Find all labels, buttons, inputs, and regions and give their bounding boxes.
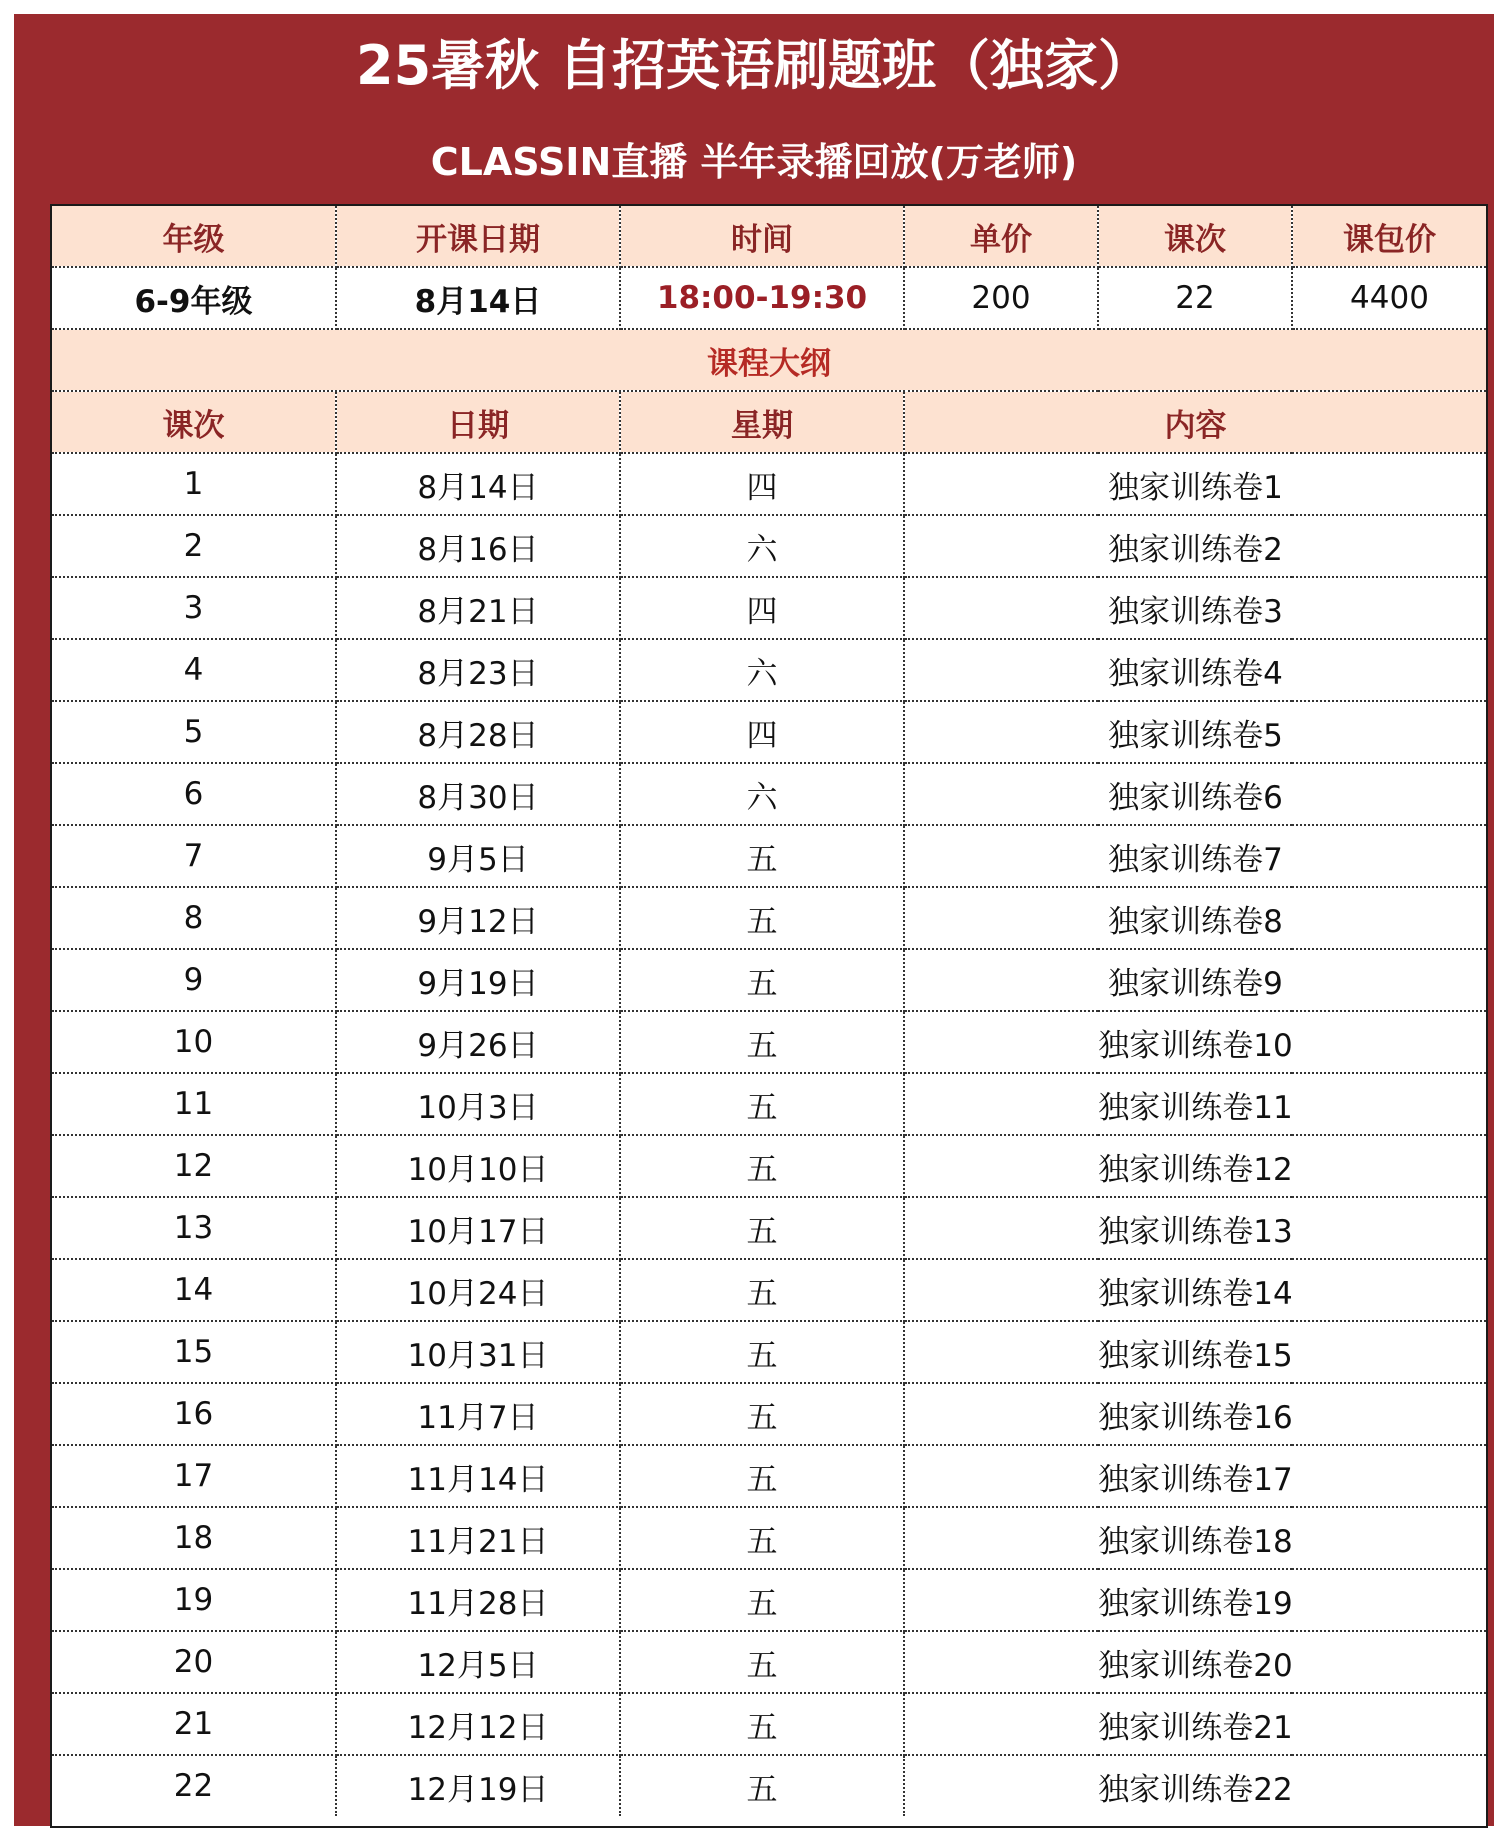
lesson-content: 独家训练卷19 — [904, 1569, 1486, 1631]
lesson-date: 9月26日 — [336, 1011, 620, 1073]
schedule-row — [52, 1507, 1486, 1569]
lesson-content: 独家训练卷5 — [904, 701, 1486, 763]
lesson-weekday: 五 — [620, 1073, 904, 1135]
lesson-number: 21 — [52, 1693, 336, 1755]
lesson-date: 11月21日 — [336, 1507, 620, 1569]
schedule-row — [52, 1693, 1486, 1755]
lesson-number: 1 — [52, 453, 336, 515]
lesson-date: 12月12日 — [336, 1693, 620, 1755]
grade-value: 6-9年级 — [52, 267, 336, 329]
lesson-date: 9月5日 — [336, 825, 620, 887]
lesson-date: 10月10日 — [336, 1135, 620, 1197]
lesson-date: 8月21日 — [336, 577, 620, 639]
lesson-date: 12月5日 — [336, 1631, 620, 1693]
start-date-header: 开课日期 — [336, 206, 620, 267]
lesson-content: 独家训练卷20 — [904, 1631, 1486, 1693]
lesson-weekday: 五 — [620, 1135, 904, 1197]
lesson-weekday: 五 — [620, 1507, 904, 1569]
lesson-weekday: 五 — [620, 1321, 904, 1383]
weekday-header: 星期 — [620, 391, 904, 453]
lesson-number: 12 — [52, 1135, 336, 1197]
schedule-row — [52, 1259, 1486, 1321]
lesson-content: 独家训练卷11 — [904, 1073, 1486, 1135]
info-row — [52, 267, 1486, 329]
schedule-row — [52, 453, 1486, 515]
lesson-content: 独家训练卷1 — [904, 453, 1486, 515]
content-header: 内容 — [904, 391, 1486, 453]
schedule-header-row — [52, 391, 1486, 453]
page-title: 25暑秋 自招英语刷题班（独家） — [356, 34, 1152, 97]
lesson-weekday: 六 — [620, 515, 904, 577]
schedule-row — [52, 1569, 1486, 1631]
lesson-date: 11月28日 — [336, 1569, 620, 1631]
lesson-weekday: 五 — [620, 1755, 904, 1816]
lesson-number: 4 — [52, 639, 336, 701]
lesson-content: 独家训练卷10 — [904, 1011, 1486, 1073]
lesson-number: 14 — [52, 1259, 336, 1321]
course-table-sheet — [50, 204, 1488, 1828]
lesson-content: 独家训练卷9 — [904, 949, 1486, 1011]
lesson-number: 20 — [52, 1631, 336, 1693]
lesson-number: 13 — [52, 1197, 336, 1259]
date-header: 日期 — [336, 391, 620, 453]
lesson-number: 2 — [52, 515, 336, 577]
lesson-weekday: 四 — [620, 577, 904, 639]
grade-header: 年级 — [52, 206, 336, 267]
schedule-row — [52, 1631, 1486, 1693]
lesson-date: 8月14日 — [336, 453, 620, 515]
lesson-content: 独家训练卷3 — [904, 577, 1486, 639]
schedule-row — [52, 887, 1486, 949]
lesson-number: 22 — [52, 1755, 336, 1816]
page-subtitle: CLASSIN直播 半年录播回放(万老师) — [430, 140, 1078, 184]
schedule-row — [52, 763, 1486, 825]
lesson-date: 12月19日 — [336, 1755, 620, 1816]
package-price-header: 课包价 — [1292, 206, 1486, 267]
lesson-content: 独家训练卷2 — [904, 515, 1486, 577]
lesson-weekday: 五 — [620, 1259, 904, 1321]
unit-price-value: 200 — [904, 267, 1098, 329]
lesson-weekday: 六 — [620, 763, 904, 825]
unit-price-header: 单价 — [904, 206, 1098, 267]
lesson-weekday: 五 — [620, 1569, 904, 1631]
lesson-content: 独家训练卷18 — [904, 1507, 1486, 1569]
lesson-number: 11 — [52, 1073, 336, 1135]
schedule-row — [52, 1135, 1486, 1197]
lesson-weekday: 四 — [620, 701, 904, 763]
lesson-weekday: 五 — [620, 949, 904, 1011]
schedule-row — [52, 825, 1486, 887]
lesson-weekday: 五 — [620, 1011, 904, 1073]
lesson-date: 8月16日 — [336, 515, 620, 577]
lesson-content: 独家训练卷7 — [904, 825, 1486, 887]
lesson-date: 10月31日 — [336, 1321, 620, 1383]
lesson-date: 9月12日 — [336, 887, 620, 949]
schedule-row — [52, 577, 1486, 639]
lesson-content: 独家训练卷15 — [904, 1321, 1486, 1383]
lesson-content: 独家训练卷16 — [904, 1383, 1486, 1445]
lesson-number: 19 — [52, 1569, 336, 1631]
schedule-row — [52, 1445, 1486, 1507]
lesson-date: 10月24日 — [336, 1259, 620, 1321]
lesson-weekday: 五 — [620, 1383, 904, 1445]
page-frame — [14, 14, 1494, 1826]
lesson-number: 3 — [52, 577, 336, 639]
schedule-row — [52, 1197, 1486, 1259]
lesson-content: 独家训练卷6 — [904, 763, 1486, 825]
lesson-number: 18 — [52, 1507, 336, 1569]
lesson-number: 7 — [52, 825, 336, 887]
schedule-row — [52, 1073, 1486, 1135]
course-table — [52, 206, 1486, 1816]
lesson-header: 课次 — [52, 391, 336, 453]
lesson-date: 8月28日 — [336, 701, 620, 763]
schedule-row — [52, 701, 1486, 763]
lesson-content: 独家训练卷22 — [1098, 1771, 1293, 1808]
lesson-date: 8月23日 — [336, 639, 620, 701]
lesson-date: 11月14日 — [336, 1445, 620, 1507]
sessions-header: 课次 — [1098, 206, 1292, 267]
info-header-row — [52, 206, 1486, 267]
lesson-date: 10月17日 — [336, 1197, 620, 1259]
lesson-content: 独家训练卷4 — [904, 639, 1486, 701]
lesson-weekday: 五 — [620, 1693, 904, 1755]
lesson-content: 独家训练卷8 — [904, 887, 1486, 949]
schedule-row — [52, 1383, 1486, 1445]
lesson-weekday: 五 — [620, 1445, 904, 1507]
lesson-date: 11月7日 — [336, 1383, 620, 1445]
lesson-weekday: 五 — [620, 1631, 904, 1693]
lesson-weekday: 五 — [620, 825, 904, 887]
lesson-weekday: 五 — [620, 887, 904, 949]
lesson-date: 10月3日 — [336, 1073, 620, 1135]
lesson-content: 独家训练卷14 — [904, 1259, 1486, 1321]
lesson-number: 8 — [52, 887, 336, 949]
lesson-content: 独家训练卷13 — [904, 1197, 1486, 1259]
time-header: 时间 — [620, 206, 904, 267]
lesson-number: 10 — [52, 1011, 336, 1073]
lesson-number: 5 — [52, 701, 336, 763]
start-date-value: 8月14日 — [336, 267, 620, 329]
package-price-value: 4400 — [1292, 267, 1486, 329]
syllabus-title: 课程大纲 — [52, 329, 1486, 391]
lesson-number: 6 — [52, 763, 336, 825]
lesson-date: 8月30日 — [336, 763, 620, 825]
lesson-weekday: 四 — [620, 453, 904, 515]
syllabus-title-row — [52, 329, 1486, 391]
schedule-row — [52, 949, 1486, 1011]
schedule-row — [52, 1755, 1486, 1816]
time-value: 18:00-19:30 — [620, 267, 904, 329]
lesson-weekday: 五 — [620, 1197, 904, 1259]
schedule-row — [52, 639, 1486, 701]
lesson-number: 17 — [52, 1445, 336, 1507]
lesson-weekday: 六 — [620, 639, 904, 701]
lesson-number: 16 — [52, 1383, 336, 1445]
sessions-value: 22 — [1098, 267, 1292, 329]
lesson-content: 独家训练卷17 — [904, 1445, 1486, 1507]
schedule-row — [52, 1011, 1486, 1073]
lesson-content: 独家训练卷21 — [904, 1693, 1486, 1755]
schedule-row — [52, 515, 1486, 577]
lesson-date: 9月19日 — [336, 949, 620, 1011]
schedule-row — [52, 1321, 1486, 1383]
lesson-number: 15 — [52, 1321, 336, 1383]
lesson-number: 9 — [52, 949, 336, 1011]
lesson-content: 独家训练卷12 — [904, 1135, 1486, 1197]
